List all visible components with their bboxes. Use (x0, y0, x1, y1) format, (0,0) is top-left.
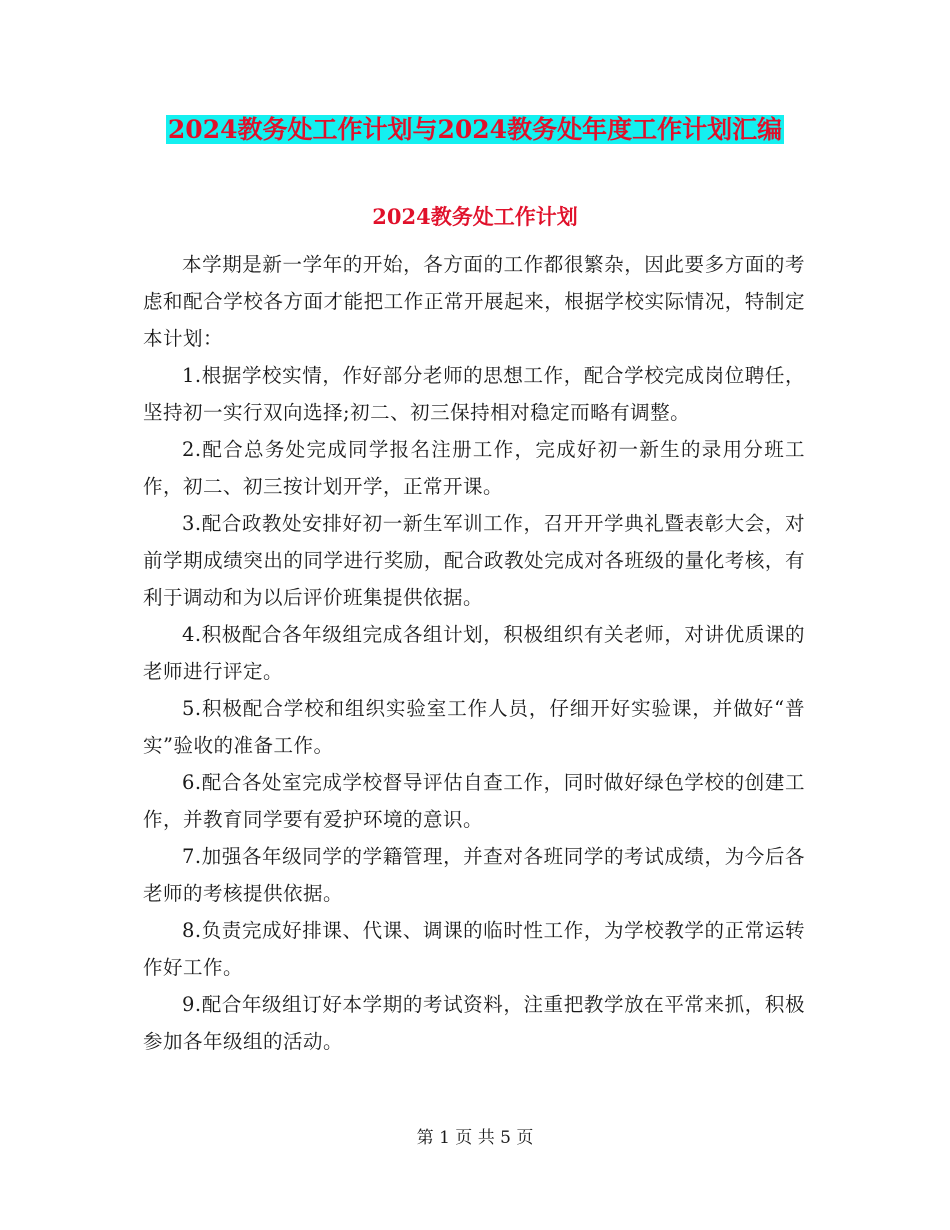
document-body (143, 246, 805, 1060)
paragraph-item-6: 6.配合各处室完成学校督导评估自查工作，同时做好绿色学校的创建工作，并教育同学要有爱护环境的意识。 (143, 771, 805, 831)
paragraph-item-2: 2.配合总务处完成同学报名注册工作，完成好初一新生的录用分班工作，初二、初三按计划开学，正常开课。 (143, 438, 805, 498)
main-title-highlight: 2024教务处工作计划与2024教务处年度工作计划汇编 (167, 115, 783, 144)
paragraph-intro: 本学期是新一学年的开始，各方面的工作都很繁杂，因此要多方面的考虑和配合学校各方面才能把工作正常开展起来，根据学校实际情况，特制定本计划： (143, 253, 805, 350)
paragraph-item-8: 8.负责完成好排课、代课、调课的临时性工作，为学校教学的正常运转作好工作。 (143, 919, 805, 979)
paragraph-item-5: 5.积极配合学校和组织实验室工作人员，仔细开好实验课，并做好“普实”验收的准备工作。 (143, 697, 805, 757)
page-footer: 第 1 页 共 5 页 (416, 1128, 534, 1148)
paragraph-item-9: 9.配合年级组订好本学期的考试资料，注重把教学放在平常来抓，积极参加各年级组的活动。 (143, 993, 805, 1053)
paragraph-item-7: 7.加强各年级同学的学籍管理，并查对各班同学的考试成绩，为今后各老师的考核提供依据。 (143, 845, 805, 905)
section-title: 2024教务处工作计划 (372, 204, 578, 229)
paragraph-item-3: 3.配合政教处安排好初一新生军训工作，召开开学典礼暨表彰大会，对前学期成绩突出的同学进行奖励，配合政教处完成对各班级的量化考核，有利于调动和为以后评价班集提供依据。 (143, 512, 805, 609)
paragraph-item-4: 4.积极配合各年级组完成各组计划，积极组织有关老师，对讲优质课的老师进行评定。 (143, 623, 805, 683)
document-main-title (0, 112, 950, 148)
paragraph-item-1: 1.根据学校实情，作好部分老师的思想工作，配合学校完成岗位聘任，坚持初一实行双向选择;初二、初三保持相对稳定而略有调整。 (143, 364, 805, 424)
